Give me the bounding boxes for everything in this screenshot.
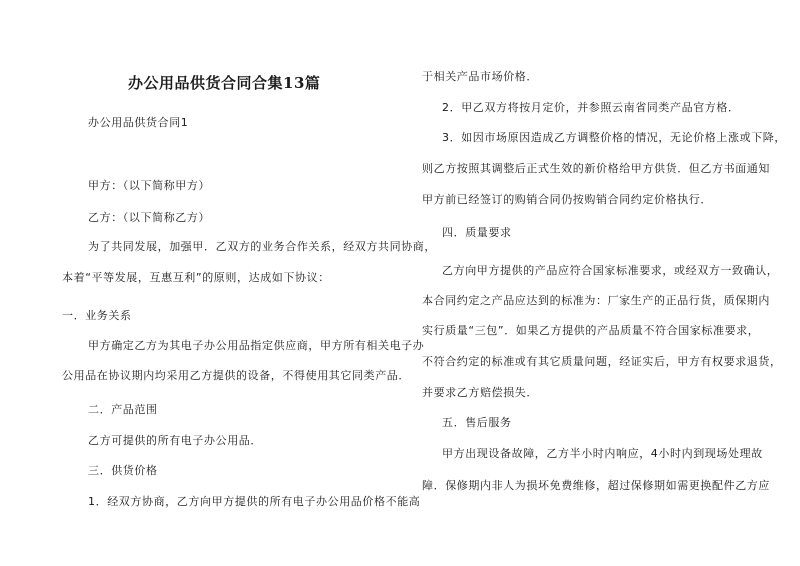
paragraph-line: 1．经双方协商，乙方向甲方提供的所有电子办公用品价格不能高 bbox=[88, 495, 421, 508]
document-title: 办公用品供货合同合集13篇 bbox=[128, 74, 321, 92]
paragraph-line: 则乙方按照其调整后正式生效的新价格给甲方供货．但乙方书面通知 bbox=[422, 162, 770, 175]
section-heading: 三．供货价格 bbox=[88, 464, 158, 477]
section-heading: 二．产品范围 bbox=[88, 403, 158, 416]
section-heading: 一．业务关系 bbox=[62, 309, 132, 322]
paragraph-line: 甲方确定乙方为其电子办公用品指定供应商，甲方所有相关电子办 bbox=[88, 339, 425, 352]
paragraph-line: 不符合约定的标准或有其它质量问题，经证实后，甲方有权要求退货， bbox=[422, 355, 782, 368]
paragraph-line: 并要求乙方赔偿损失． bbox=[422, 386, 538, 399]
paragraph-line: 乙方向甲方提供的产品应符合国家标准要求，或经双方一致确认， bbox=[442, 264, 779, 277]
paragraph-line: 办公用品供货合同1 bbox=[88, 116, 189, 129]
paragraph-line: 甲方：（以下简称甲方） bbox=[88, 179, 211, 192]
section-heading: 五．售后服务 bbox=[442, 416, 512, 429]
paragraph-line: 实行质量“三包”．如果乙方提供的产品质量不符合国家标准要求， bbox=[422, 324, 760, 337]
paragraph-line: 甲方前已经签订的购销合同仍按购销合同约定价格执行． bbox=[422, 193, 712, 206]
paragraph-line: 障．保修期内非人为损坏免费维修，超过保修期如需更换配件乙方应 bbox=[422, 479, 770, 492]
paragraph-line: 乙方：（以下简称乙方） bbox=[88, 211, 211, 224]
section-heading: 四．质量要求 bbox=[442, 226, 512, 239]
paragraph-line: 公用品在协议期内均采用乙方提供的设备，不得使用其它同类产品． bbox=[62, 369, 410, 382]
paragraph-line: 为了共同发展，加强甲．乙双方的业务合作关系，经双方共同协商， bbox=[88, 240, 436, 253]
paragraph-line: 3．如因市场原因造成乙方调整价格的情况，无论价格上涨或下降， bbox=[442, 131, 786, 144]
paragraph-line: 本合同约定之产品应达到的标准为：厂家生产的正品行货，质保期内 bbox=[422, 294, 770, 307]
paragraph-line: 乙方可提供的所有电子办公用品． bbox=[88, 434, 262, 447]
paragraph-line: 甲方出现设备故障，乙方半小时内响应，4小时内到现场处理故 bbox=[442, 447, 763, 460]
paragraph-line: 本着“平等发展，互惠互利”的原则，达成如下协议： bbox=[62, 271, 330, 284]
paragraph-line: 于相关产品市场价格． bbox=[422, 70, 538, 83]
paragraph-line: 2．甲乙双方将按月定价，并参照云南省同类产品官方格． bbox=[442, 101, 740, 114]
